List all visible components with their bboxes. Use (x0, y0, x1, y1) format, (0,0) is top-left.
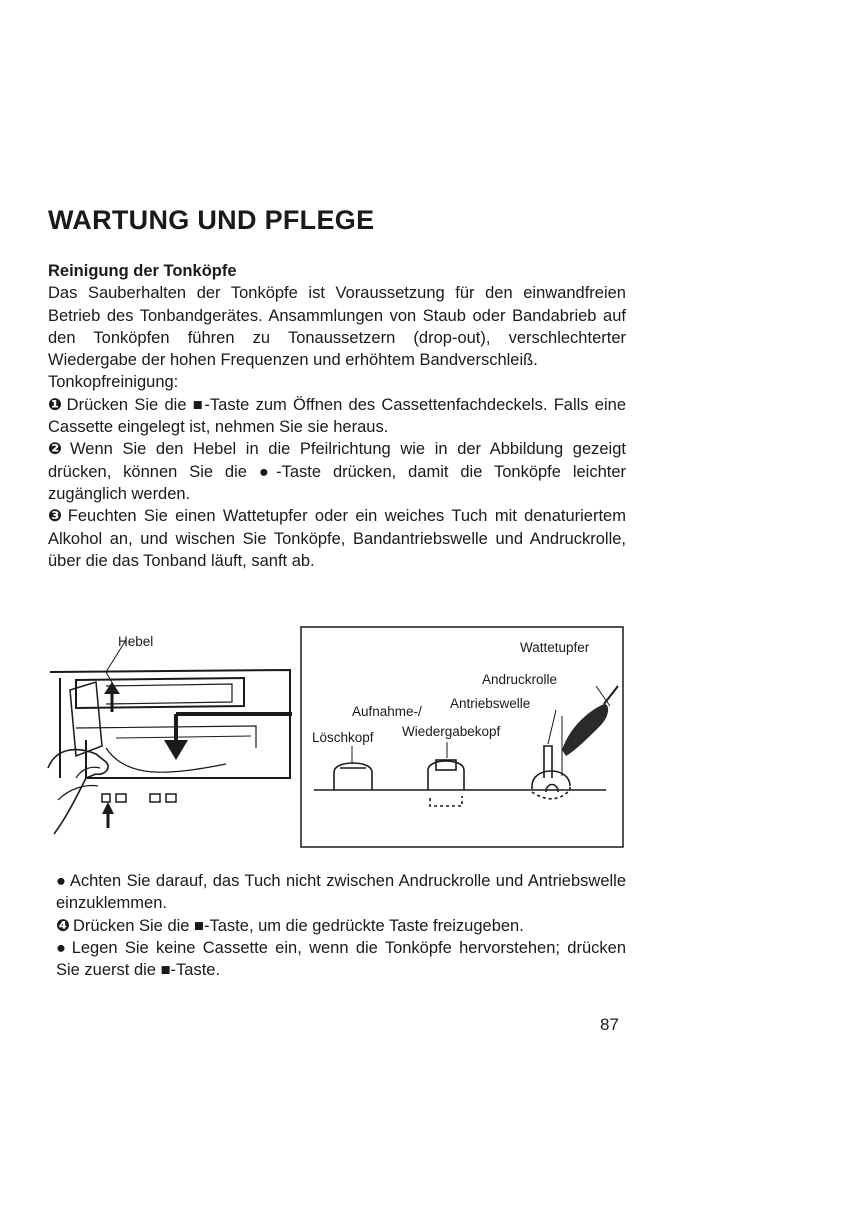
label-antriebswelle: Antriebswelle (450, 696, 531, 711)
cleaning-section (48, 260, 626, 572)
subheading-tonkopfreinigung: Tonkopfreinigung: (48, 373, 179, 392)
step-1-text-a: Drücken Sie die (66, 395, 193, 414)
figure-cassette-deck (46, 628, 304, 848)
cassette-deck-illustration (46, 628, 304, 848)
note-2-marker: ❹ (56, 916, 70, 935)
figure-tape-heads (300, 626, 624, 848)
stop-key-symbol-2: ■ (194, 916, 205, 935)
stop-key-symbol-3: ■ (160, 961, 171, 980)
note-1-marker: ● (56, 872, 67, 890)
section-heading: Reinigung der Tonköpfe (48, 262, 237, 280)
step-1-marker: ❶ (48, 395, 64, 414)
label-aufnahme: Aufnahme-/ (352, 704, 422, 719)
step-2-marker: ❷ (48, 440, 68, 459)
note-2-text-b: -Taste, um die gedrückte Taste freizugeben. (204, 916, 524, 935)
record-key-symbol: ● (258, 462, 277, 481)
page-number: 87 (600, 1015, 619, 1034)
stop-key-symbol: ■ (192, 395, 205, 414)
label-wiedergabekopf: Wiedergabekopf (402, 724, 501, 739)
note-2 (56, 915, 626, 937)
note-1 (56, 870, 626, 915)
label-hebel: Hebel (118, 634, 154, 649)
label-loeschkopf: Löschkopf (312, 730, 374, 745)
step-2-text-a: Wenn Sie den Hebel in die Pfeilrichtung wie in der Abbildung gezeigt drücken, können Sie die (48, 440, 626, 481)
note-3-text-a: Legen Sie keine Cassette ein, wenn die Tonköpfe hervorstehen; drücken Sie zuerst die (56, 938, 626, 980)
note-3-text-b: -Taste. (170, 961, 221, 980)
step-2 (48, 438, 626, 505)
step-3-marker: ❸ (48, 507, 65, 526)
label-andruckrolle: Andruckrolle (482, 672, 558, 687)
page-title: WARTUNG UND PFLEGE (48, 205, 375, 235)
cotton-swab-tip (562, 704, 608, 756)
note-2-text-a: Drücken Sie die (72, 916, 195, 935)
note-1-text: Achten Sie darauf, das Tuch nicht zwischen Andruckrolle und Antriebswelle einzuklemmen. (56, 872, 627, 913)
step-3-text: Feuchten Sie einen Wattetupfer oder ein weiches Tuch mit denaturiertem Alkohol an, und wischen Sie Tonköpfe, Bandantriebswelle und Andruckrolle, über die das Tonband läuft, sanft ab. (48, 507, 626, 570)
step-3 (48, 505, 626, 572)
note-3 (56, 937, 626, 982)
step-1 (48, 394, 626, 439)
notes-block (56, 870, 626, 981)
step-1-text-b: -Taste zum Öffnen des Cassettenfachdeckels. Falls eine Cassette eingelegt ist, nehmen Sie sie heraus. (48, 395, 626, 437)
intro-paragraph: Das Sauberhalten der Tonköpfe ist Voraussetzung für den einwandfreien Betrieb des Tonbandgerätes. Ansammlungen von Staub oder Bandabrieb auf den Tonköpfen führen zu Tonaussetzern (drop-out), verschlechterter Wiedergabe der hohen Frequenzen und erhöhtem Bandverschleiß. (48, 284, 626, 370)
label-wattetupfer: Wattetupfer (520, 640, 590, 655)
note-3-marker: ● (56, 938, 69, 957)
step-2-text-b: -Taste drücken, damit die Tonköpfe leichter zugänglich werden. (48, 462, 627, 503)
